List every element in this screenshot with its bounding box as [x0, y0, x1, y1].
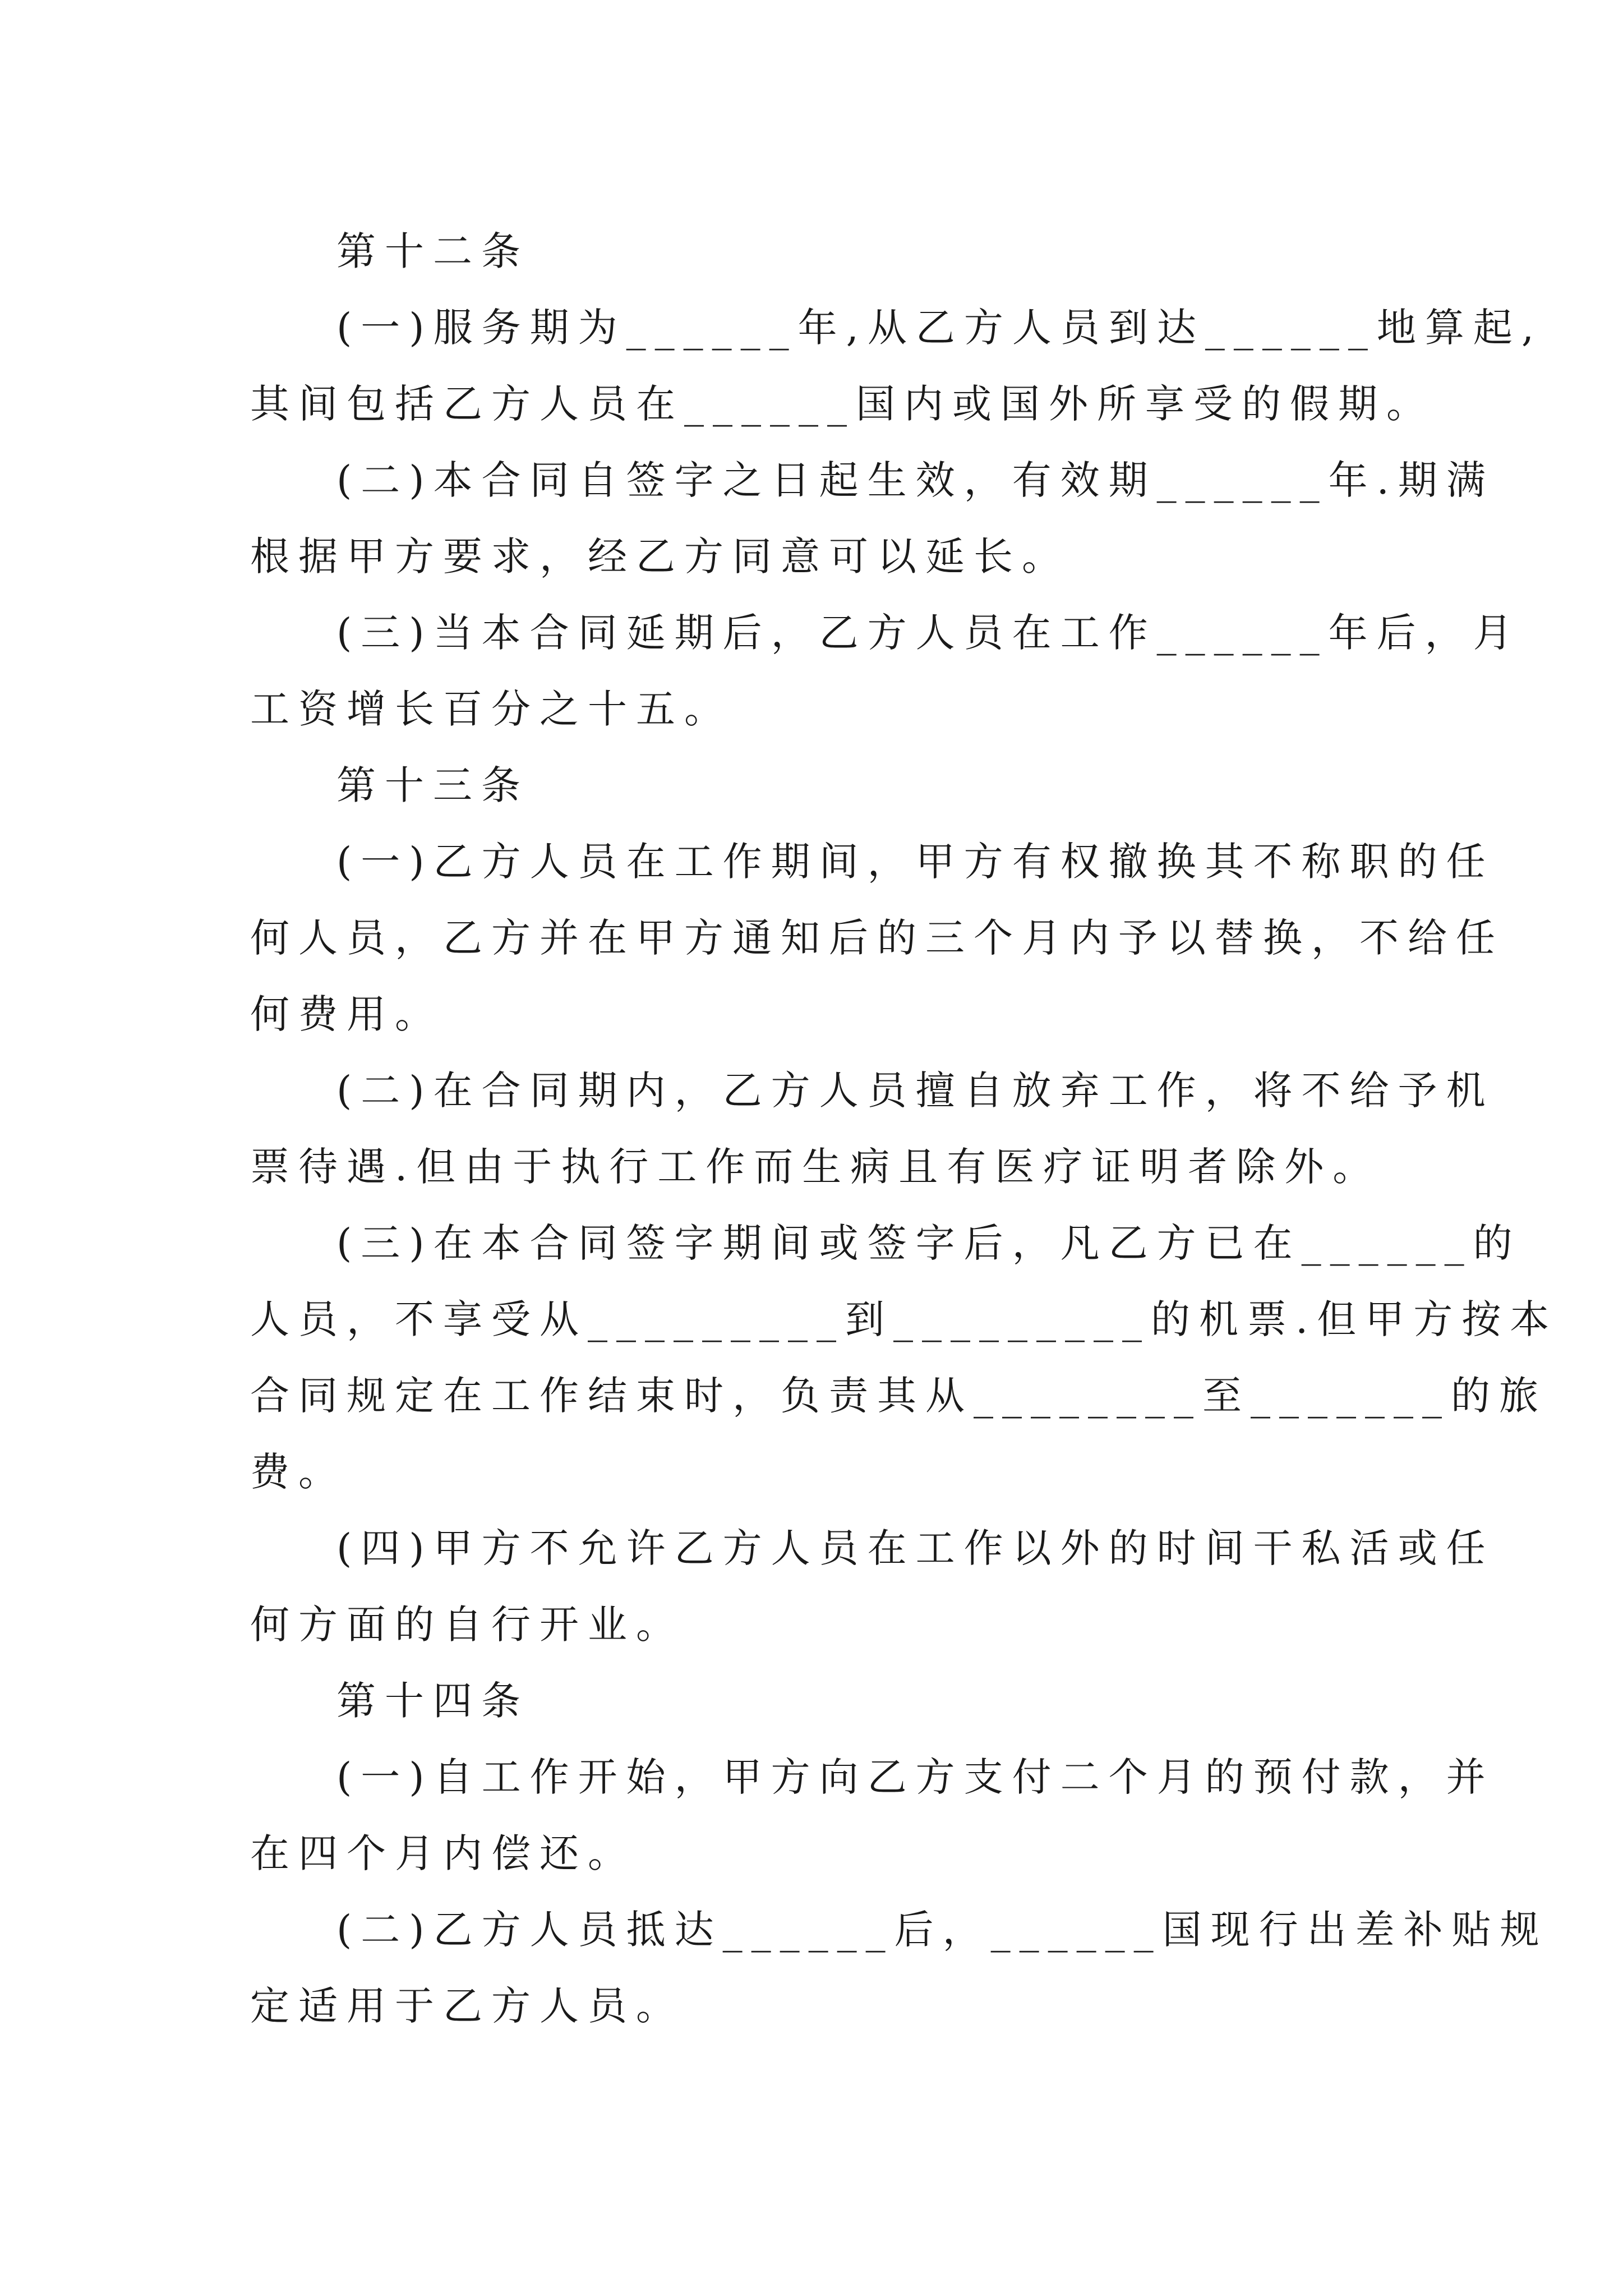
paragraph-line: (二)本合同自签字之日起生效，有效期______年.期满 — [336, 457, 1495, 503]
paragraph-13-2 — [250, 1052, 1495, 1205]
paragraph-14-1 — [250, 1739, 1495, 1892]
paragraph-line: 人员，不享受从_________到_________的机票.但甲方按本 — [250, 1296, 1559, 1342]
section-heading-12: 第十二条 — [336, 228, 529, 274]
paragraph-13-3 — [250, 1205, 1559, 1510]
section-heading-14: 第十四条 — [336, 1678, 529, 1724]
paragraph-line: 票待遇.但由于执行工作而生病且有医疗证明者除外。 — [250, 1144, 1381, 1190]
paragraph-line: (一)乙方人员在工作期间，甲方有权撤换其不称职的任 — [336, 839, 1495, 885]
section-heading-13: 第十三条 — [336, 762, 529, 808]
paragraph-line: (二)乙方人员抵达______后，______国现行出差补贴规 — [336, 1907, 1548, 1953]
document-body — [250, 213, 1559, 2044]
paragraph-line: (四)甲方不允许乙方人员在工作以外的时间干私活或任 — [336, 1525, 1495, 1571]
paragraph-12-3 — [250, 595, 1521, 747]
paragraph-line: (一)服务期为______年,从乙方人员到达______地算起, — [336, 305, 1543, 351]
paragraph-14-2 — [250, 1892, 1548, 2044]
paragraph-line: 定适用于乙方人员。 — [250, 1983, 684, 2029]
paragraph-line: 何人员，乙方并在甲方通知后的三个月内予以替换，不给任 — [250, 915, 1504, 961]
paragraph-line: 合同规定在工作结束时，负责其从________至_______的旅 — [250, 1373, 1547, 1419]
paragraph-line: (三)当本合同延期后，乙方人员在工作______年后，月 — [336, 610, 1521, 656]
paragraph-line: 何费用。 — [250, 991, 443, 1037]
paragraph-13-4 — [250, 1510, 1495, 1663]
paragraph-line: 根据甲方要求，经乙方同意可以延长。 — [250, 533, 1070, 579]
paragraph-line: (一)自工作开始，甲方向乙方支付二个月的预付款，并 — [336, 1754, 1495, 1800]
paragraph-line: 何方面的自行开业。 — [250, 1602, 684, 1648]
paragraph-line: 工资增长百分之十五。 — [250, 686, 732, 732]
paragraph-13-1 — [250, 823, 1504, 1052]
paragraph-line: (三)在本合同签字期间或签字后，凡乙方已在______的 — [336, 1220, 1521, 1266]
paragraph-line: 其间包括乙方人员在______国内或国外所享受的假期。 — [250, 381, 1435, 427]
paragraph-12-1 — [250, 289, 1543, 442]
paragraph-line: (二)在合同期内，乙方人员擅自放弃工作，将不给予机 — [336, 1068, 1495, 1114]
paragraph-line: 费。 — [250, 1449, 347, 1495]
paragraph-line: 在四个月内偿还。 — [250, 1830, 636, 1876]
paragraph-12-2 — [250, 442, 1495, 595]
